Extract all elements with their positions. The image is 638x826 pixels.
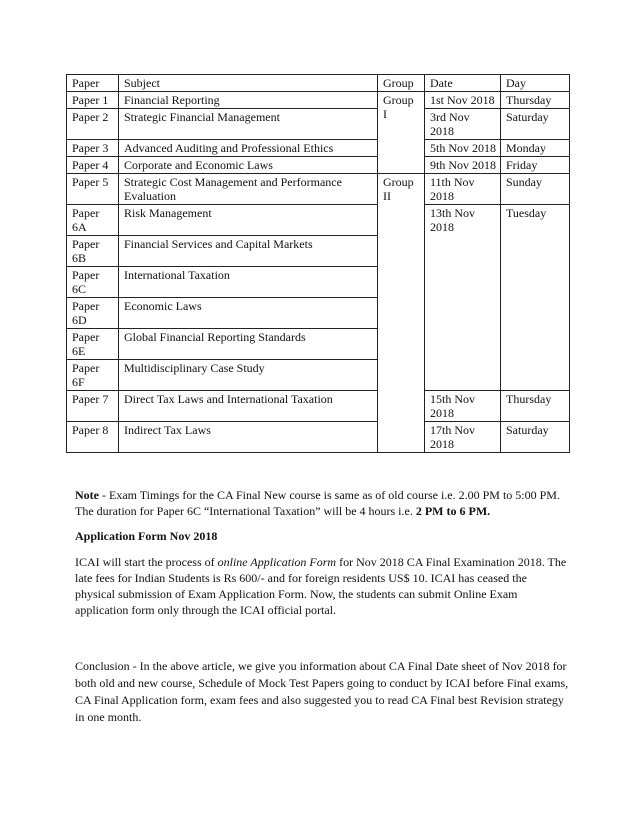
day-cell: Sunday — [501, 174, 570, 205]
online-application-form-text: online Application Form — [217, 555, 337, 569]
day-cell: Tuesday — [501, 205, 570, 391]
table-row — [67, 391, 570, 422]
paper-cell: Paper 5 — [67, 174, 119, 205]
application-paragraph — [75, 554, 569, 618]
subject-cell: Strategic Cost Management and Performance Evaluation — [119, 174, 378, 205]
table-header-row — [67, 75, 570, 92]
subject-cell: Financial Reporting — [119, 92, 378, 109]
header-date: Date — [425, 75, 501, 92]
table-row — [67, 92, 570, 109]
exam-schedule-table — [66, 74, 570, 453]
date-cell: 1st Nov 2018 — [425, 92, 501, 109]
note-label: Note — [75, 488, 99, 502]
paper-cell: Paper 1 — [67, 92, 119, 109]
note-text: - Exam Timings for the CA Final New course is same as of old course i.e. 2.00 PM to 5:00 PM. The duration for Paper 6C “International Taxation” will be 4 hours i.e. — [75, 488, 560, 518]
paper-cell: Paper 6D — [67, 298, 119, 329]
application-heading: Application Form Nov 2018 — [75, 529, 218, 543]
header-subject: Subject — [119, 75, 378, 92]
subject-cell: Corporate and Economic Laws — [119, 157, 378, 174]
date-cell: 3rd Nov 2018 — [425, 109, 501, 140]
date-cell: 15th Nov 2018 — [425, 391, 501, 422]
subject-cell: Indirect Tax Laws — [119, 422, 378, 453]
day-cell: Thursday — [501, 92, 570, 109]
paper-cell: Paper 2 — [67, 109, 119, 140]
paper-cell: Paper 4 — [67, 157, 119, 174]
header-day: Day — [501, 75, 570, 92]
subject-cell: Direct Tax Laws and International Taxation — [119, 391, 378, 422]
table-row — [67, 140, 570, 157]
date-cell: 13th Nov 2018 — [425, 205, 501, 391]
paper-cell: Paper 6F — [67, 360, 119, 391]
subject-cell: Economic Laws — [119, 298, 378, 329]
day-cell: Saturday — [501, 109, 570, 140]
group-cell: Group I — [378, 92, 425, 174]
group-cell: Group II — [378, 174, 425, 453]
paper-cell: Paper 6C — [67, 267, 119, 298]
table-row — [67, 109, 570, 140]
paper-cell: Paper 6B — [67, 236, 119, 267]
subject-cell: Financial Services and Capital Markets — [119, 236, 378, 267]
table-row — [67, 174, 570, 205]
date-cell: 17th Nov 2018 — [425, 422, 501, 453]
application-text-after: for Nov 2018 CA Final Examination 2018. The late fees for Indian Students is Rs 600/- and for foreign residents US$ 10. ICAI has ceased the physical submission of Exam Application Form. Now, the students can submit Online Exam application form only through the ICAI official portal. — [75, 555, 567, 617]
table-row — [67, 157, 570, 174]
subject-cell: Risk Management — [119, 205, 378, 236]
day-cell: Thursday — [501, 391, 570, 422]
date-cell: 11th Nov 2018 — [425, 174, 501, 205]
paper-cell: Paper 6E — [67, 329, 119, 360]
subject-cell: International Taxation — [119, 267, 378, 298]
date-cell: 5th Nov 2018 — [425, 140, 501, 157]
subject-cell: Advanced Auditing and Professional Ethics — [119, 140, 378, 157]
paper-cell: Paper 6A — [67, 205, 119, 236]
date-cell: 9th Nov 2018 — [425, 157, 501, 174]
paper-cell: Paper 7 — [67, 391, 119, 422]
note-paragraph — [75, 487, 569, 519]
subject-cell: Strategic Financial Management — [119, 109, 378, 140]
table-row — [67, 422, 570, 453]
day-cell: Monday — [501, 140, 570, 157]
note-highlight: 2 PM to 6 PM. — [415, 504, 491, 518]
header-group: Group — [378, 75, 425, 92]
application-text-before: ICAI will start the process of — [75, 555, 218, 569]
day-cell: Friday — [501, 157, 570, 174]
table-row — [67, 205, 570, 236]
header-paper: Paper — [67, 75, 119, 92]
conclusion-paragraph: Conclusion - In the above article, we give you information about CA Final Date sheet of Nov 2018 for both old and new course, Schedule of Mock Test Papers going to conduct by ICAI before Final exams, CA Final Application form, exam fees and also suggested you to read CA Final best Revision strategy in one month. — [75, 659, 569, 724]
subject-cell: Multidisciplinary Case Study — [119, 360, 378, 391]
subject-cell: Global Financial Reporting Standards — [119, 329, 378, 360]
paper-cell: Paper 3 — [67, 140, 119, 157]
paper-cell: Paper 8 — [67, 422, 119, 453]
day-cell: Saturday — [501, 422, 570, 453]
